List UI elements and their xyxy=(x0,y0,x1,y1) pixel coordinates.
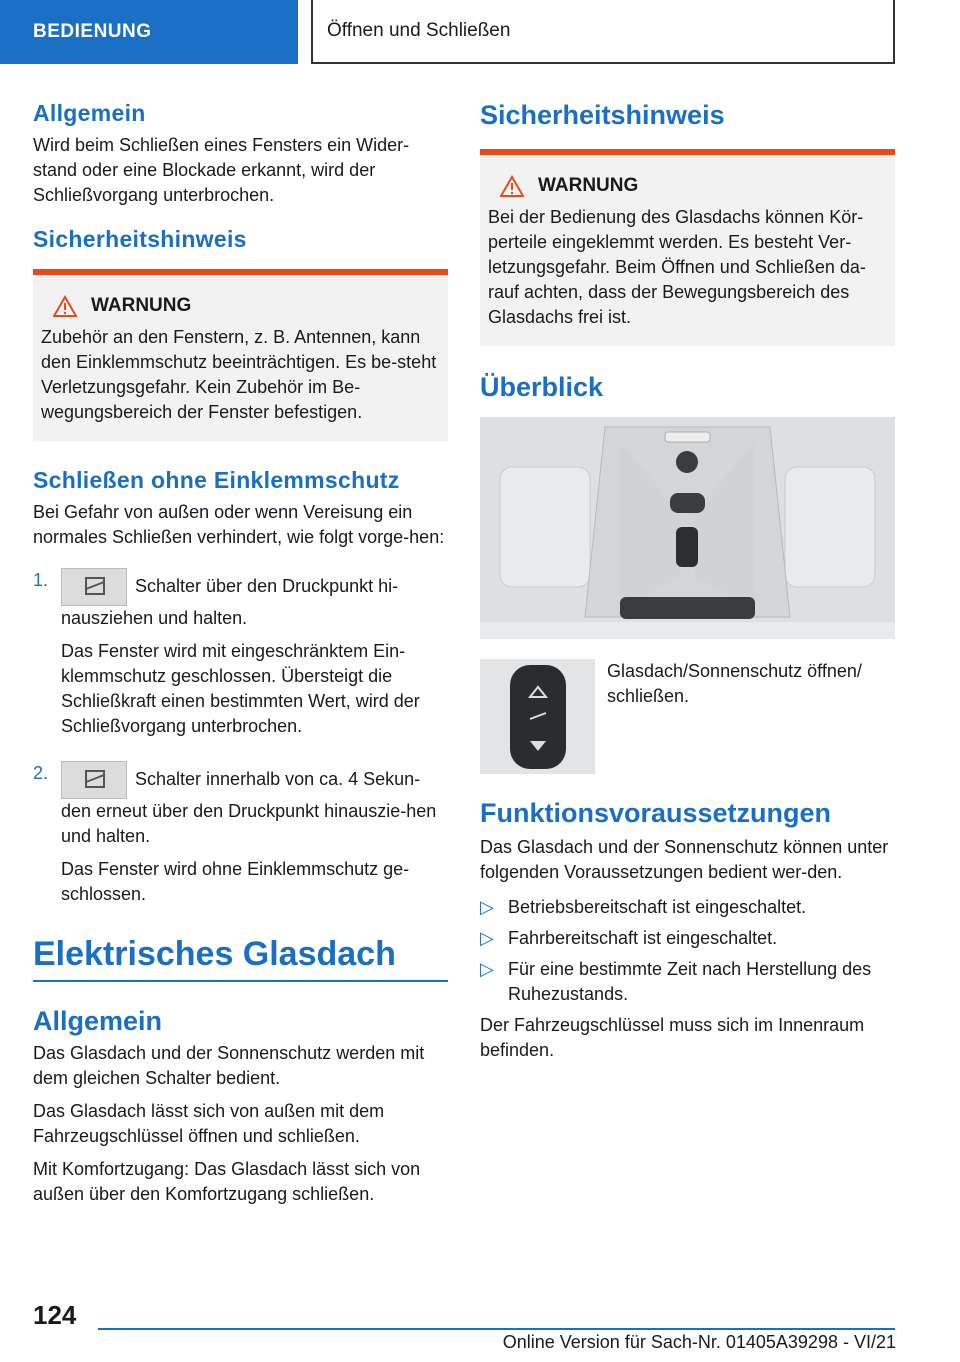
step-text: Schalter über den Druckpunkt hi-nausziehen und halten. xyxy=(61,575,399,628)
bullet-triangle-icon: ▷ xyxy=(480,928,494,948)
section-heading: Allgemein xyxy=(33,100,146,126)
bullet-triangle-icon: ▷ xyxy=(480,897,494,917)
warning-text: Zubehör an den Fenstern, z. B. Antennen, kann den Einklemmschutz beeinträchtigen. Es be-steht Verletzungsgefahr. Kein Zubehör im Be-wegungsbereich der Fenster befestigen. xyxy=(41,327,437,422)
warning-label: WARNUNG xyxy=(91,295,192,316)
step-subtext: Das Fenster wird mit eingeschränktem Ein-klemmschutz geschlossen. Übersteigt die Schließkraft einen bestimmten Wert, wird der Schließvorgang unterbrochen. xyxy=(61,641,420,736)
list-number: 2. xyxy=(33,763,49,783)
paragraph: Mit Komfortzugang: Das Glasdach lässt sich von außen über den Komfortzugang schließen. xyxy=(33,1159,421,1204)
list-number: 1. xyxy=(33,570,49,590)
section-label: BEDIENUNG xyxy=(33,21,152,42)
bullet-text: Für eine bestimmte Zeit nach Herstellung des Ruhezustands. xyxy=(508,959,872,1004)
step-subtext: Das Fenster wird ohne Einklemmschutz ge-schlossen. xyxy=(61,859,410,904)
switch-detail xyxy=(480,659,895,774)
footer-online-version: Online Version für Sach-Nr. 01405A39298 - VI/21 xyxy=(502,1332,896,1352)
chapter-heading: Elektrisches Glasdach xyxy=(33,935,396,973)
warning-box xyxy=(480,149,895,346)
warning-header xyxy=(53,295,440,317)
chapter-heading-block xyxy=(33,935,448,982)
page-number: 124 xyxy=(33,1300,77,1330)
section-heading: Sicherheitshinweis xyxy=(480,100,725,130)
right-column xyxy=(480,100,895,1071)
paragraph: Bei Gefahr von außen oder wenn Vereisung ein normales Schließen verhindert, wie folgt vorge-hen: xyxy=(33,502,445,547)
paragraph: Der Fahrzeugschlüssel muss sich im Innenraum befinden. xyxy=(480,1015,865,1060)
warning-header xyxy=(500,175,887,197)
bullet-item xyxy=(480,926,895,951)
section-heading: Schließen ohne Einklemmschutz xyxy=(33,467,400,493)
bullet-text: Betriebsbereitschaft ist eingeschaltet. xyxy=(508,897,807,917)
paragraph: Das Glasdach und der Sonnenschutz werden mit dem gleichen Schalter bedient. xyxy=(33,1043,425,1088)
bullet-item xyxy=(480,895,895,920)
roof-switch-image xyxy=(480,659,595,774)
section-heading: Funktionsvoraussetzungen xyxy=(480,798,832,828)
warning-label: WARNUNG xyxy=(538,175,639,196)
section-tab xyxy=(0,0,298,64)
list-item xyxy=(33,568,448,753)
warning-box xyxy=(33,269,448,441)
warning-triangle-icon xyxy=(53,295,77,317)
step-text: Schalter innerhalb von ca. 4 Sekun-den erneut über den Druckpunkt hinauszie-hen und halten. xyxy=(61,768,437,846)
warning-text: Bei der Bedienung des Glasdachs können Kör-perteile eingeklemmt werden. Es besteht Ver-letzungsgefahr. Beim Öffnen und Schließen da-rauf achten, dass der Bewegungsbereich des Glasdachs frei ist. xyxy=(488,207,866,327)
footer-divider xyxy=(98,1328,895,1330)
list-item xyxy=(33,761,448,927)
paragraph: Wird beim Schließen eines Fensters ein Wider-stand oder eine Blockade erkannt, wird der Schließvorgang unterbrochen. xyxy=(33,135,410,205)
bullet-item xyxy=(480,957,895,1007)
topic-label: Öffnen und Schließen xyxy=(327,20,511,41)
section-heading: Überblick xyxy=(480,372,604,402)
window-switch-icon xyxy=(61,761,127,799)
bullet-triangle-icon: ▷ xyxy=(480,959,494,979)
topic-tab xyxy=(311,0,895,64)
image-caption: Glasdach/Sonnenschutz öffnen/ schließen. xyxy=(607,661,862,706)
bullet-text: Fahrbereitschaft ist eingeschaltet. xyxy=(508,928,778,948)
paragraph: Das Glasdach lässt sich von außen mit dem Fahrzeugschlüssel öffnen und schließen. xyxy=(33,1101,385,1146)
window-switch-icon xyxy=(61,568,127,606)
left-column xyxy=(33,100,448,1215)
warning-triangle-icon xyxy=(500,175,524,197)
section-heading: Sicherheitshinweis xyxy=(33,226,247,252)
paragraph: Das Glasdach und der Sonnenschutz können unter folgenden Voraussetzungen bedient wer-den. xyxy=(480,837,889,882)
section-heading: Allgemein xyxy=(33,1006,163,1036)
roof-console-image xyxy=(480,417,895,639)
